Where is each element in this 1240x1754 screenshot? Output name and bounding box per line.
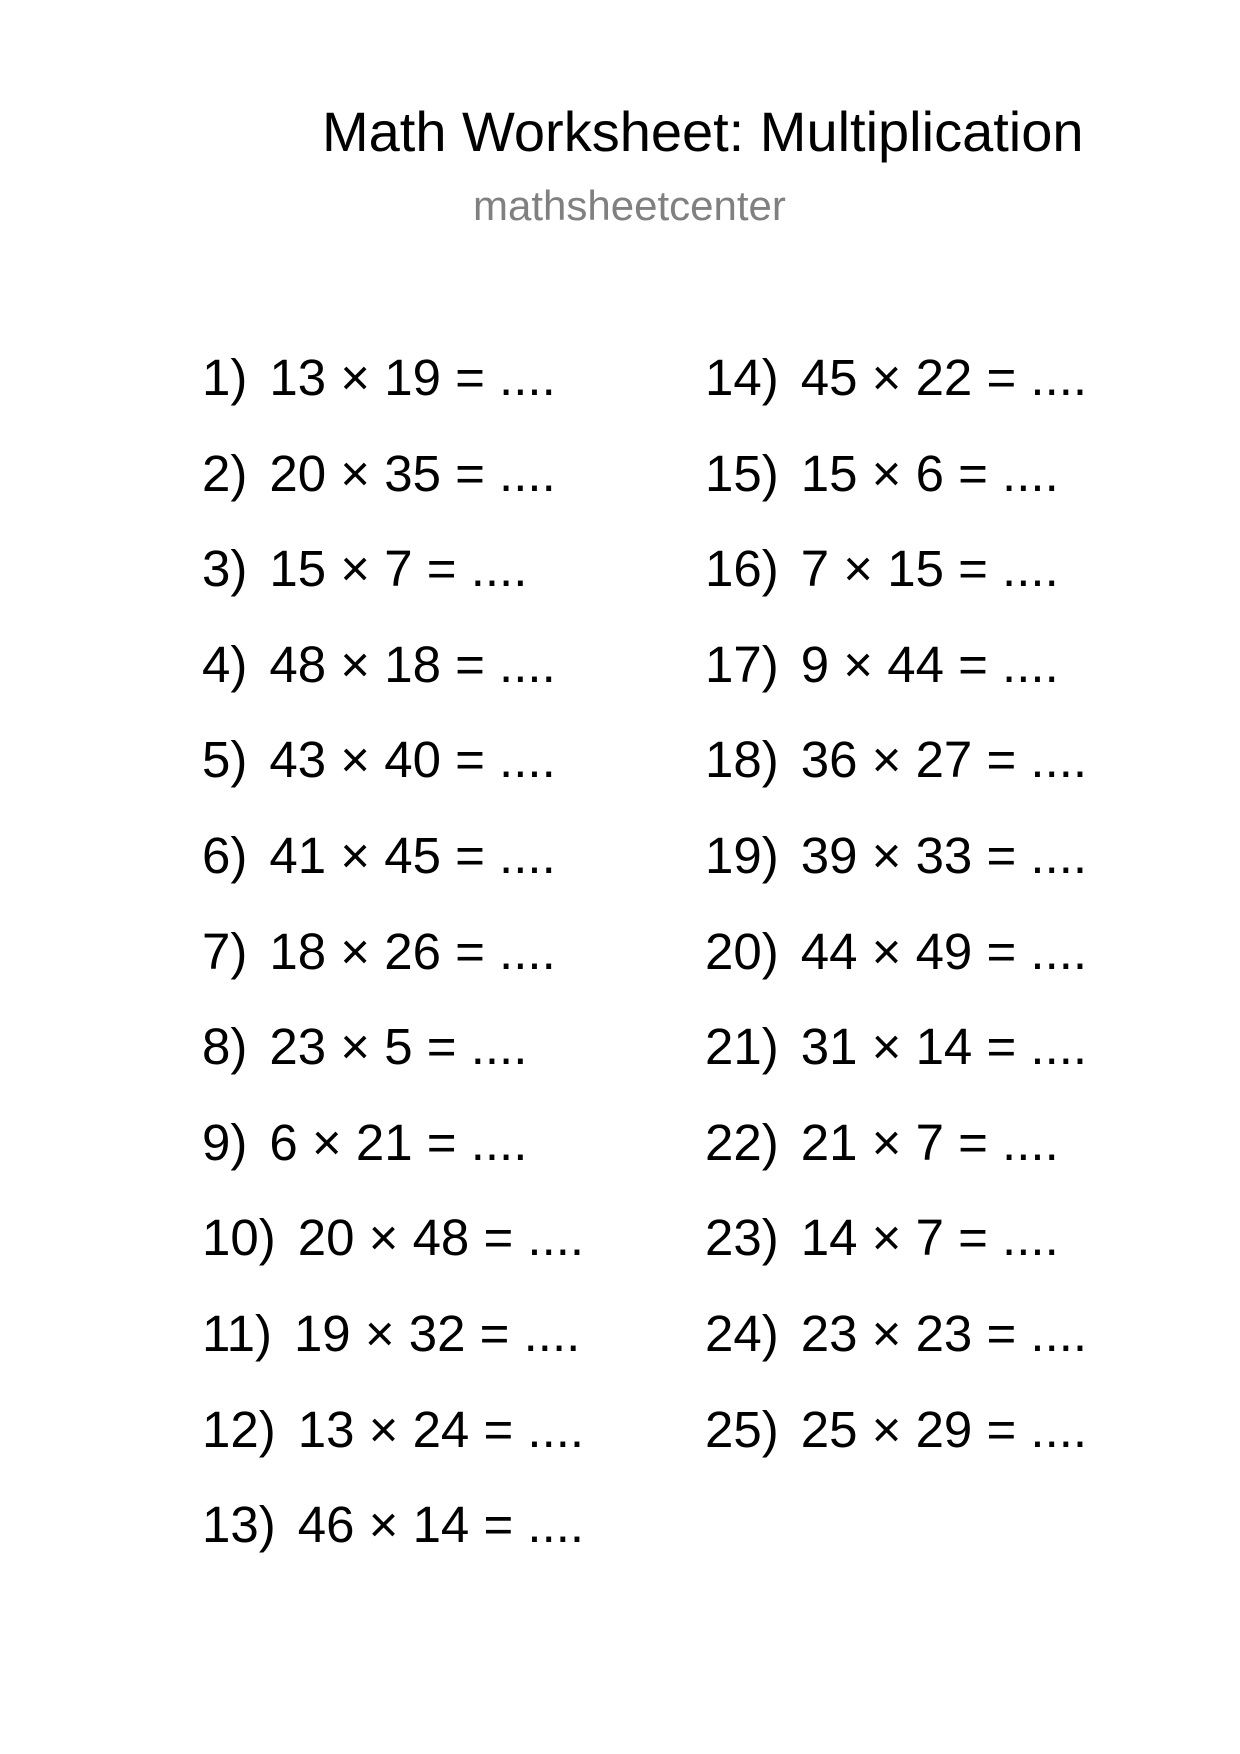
problem-item [705,347,1087,443]
problem-expression: 15 × 7 = .... [269,540,528,598]
problem-expression: 41 × 45 = .... [269,826,556,884]
problem-expression: 6 × 21 = .... [269,1113,528,1171]
problem-expression: 44 × 49 = .... [800,922,1088,980]
problem-number: 18) [705,731,779,789]
problem-item [705,1399,1087,1495]
problem-item [202,1494,584,1590]
problem-expression: 36 × 27 = .... [800,731,1088,789]
problem-item [202,1016,584,1112]
problem-number: 19) [705,826,779,884]
problem-item [202,729,584,825]
problems-left-column [202,347,584,1590]
problem-expression: 20 × 35 = .... [269,444,556,502]
problem-number: 12) [202,1400,276,1458]
problem-number: 23) [705,1209,779,1267]
problem-expression: 13 × 19 = .... [269,349,556,406]
problem-item [705,1112,1087,1208]
problem-number: 14) [705,349,779,406]
problem-item [202,921,584,1017]
problem-expression: 15 × 6 = .... [800,444,1059,502]
problem-number: 21) [705,1018,779,1076]
problem-item [705,538,1087,634]
problem-item [705,729,1087,825]
problem-item [202,443,584,539]
problem-item [705,1303,1087,1399]
problem-expression: 39 × 33 = .... [800,826,1088,884]
problem-expression: 48 × 18 = .... [269,635,556,693]
problem-number: 24) [705,1304,779,1362]
problem-number: 8) [202,1018,248,1076]
problem-expression: 45 × 22 = .... [800,349,1088,406]
site-name: mathsheetcenter [473,182,786,229]
problem-expression: 14 × 7 = .... [800,1209,1059,1267]
problem-number: 6) [202,826,248,884]
problem-number: 17) [705,635,779,693]
problem-expression: 18 × 26 = .... [269,922,556,980]
problem-expression: 46 × 14 = .... [297,1496,585,1554]
problem-number: 25) [705,1400,779,1458]
problem-item [202,634,584,730]
problem-number: 16) [705,540,779,598]
problem-expression: 19 × 32 = .... [293,1304,581,1362]
problem-number: 10) [202,1209,276,1267]
problem-item [705,1207,1087,1303]
problem-item [202,825,584,921]
problem-item [705,443,1087,539]
problem-number: 7) [202,922,248,980]
problem-item [202,347,584,443]
problem-expression: 21 × 7 = .... [800,1113,1059,1171]
problem-item [202,1399,584,1495]
problem-number: 13) [202,1496,276,1554]
problem-item [705,921,1087,1017]
problem-expression: 20 × 48 = .... [297,1209,585,1267]
problem-expression: 9 × 44 = .... [800,635,1059,693]
problem-expression: 7 × 15 = .... [800,540,1059,598]
problem-expression: 23 × 5 = .... [269,1018,528,1076]
problem-number: 4) [202,635,248,693]
problem-expression: 23 × 23 = .... [800,1304,1088,1362]
problem-item [705,825,1087,921]
problem-number: 3) [202,540,248,598]
problem-expression: 25 × 29 = .... [800,1400,1088,1458]
problem-item [202,1207,584,1303]
problem-number: 22) [705,1113,779,1171]
problem-number: 15) [705,444,779,502]
problem-number: 5) [202,731,248,789]
problem-expression: 13 × 24 = .... [297,1400,585,1458]
problem-expression: 43 × 40 = .... [269,731,556,789]
problem-item [202,538,584,634]
page-title: Math Worksheet: Multiplication [322,100,1084,163]
problem-number: 1) [202,349,248,406]
problem-number: 20) [705,922,779,980]
problem-number: 9) [202,1113,248,1171]
problem-number: 2) [202,444,248,502]
problem-expression: 31 × 14 = .... [800,1018,1088,1076]
problems-right-column [705,347,1087,1494]
problem-item [705,1016,1087,1112]
problem-item [705,634,1087,730]
problem-item [202,1303,584,1399]
problem-item [202,1112,584,1208]
problem-number: 11) [202,1304,272,1362]
